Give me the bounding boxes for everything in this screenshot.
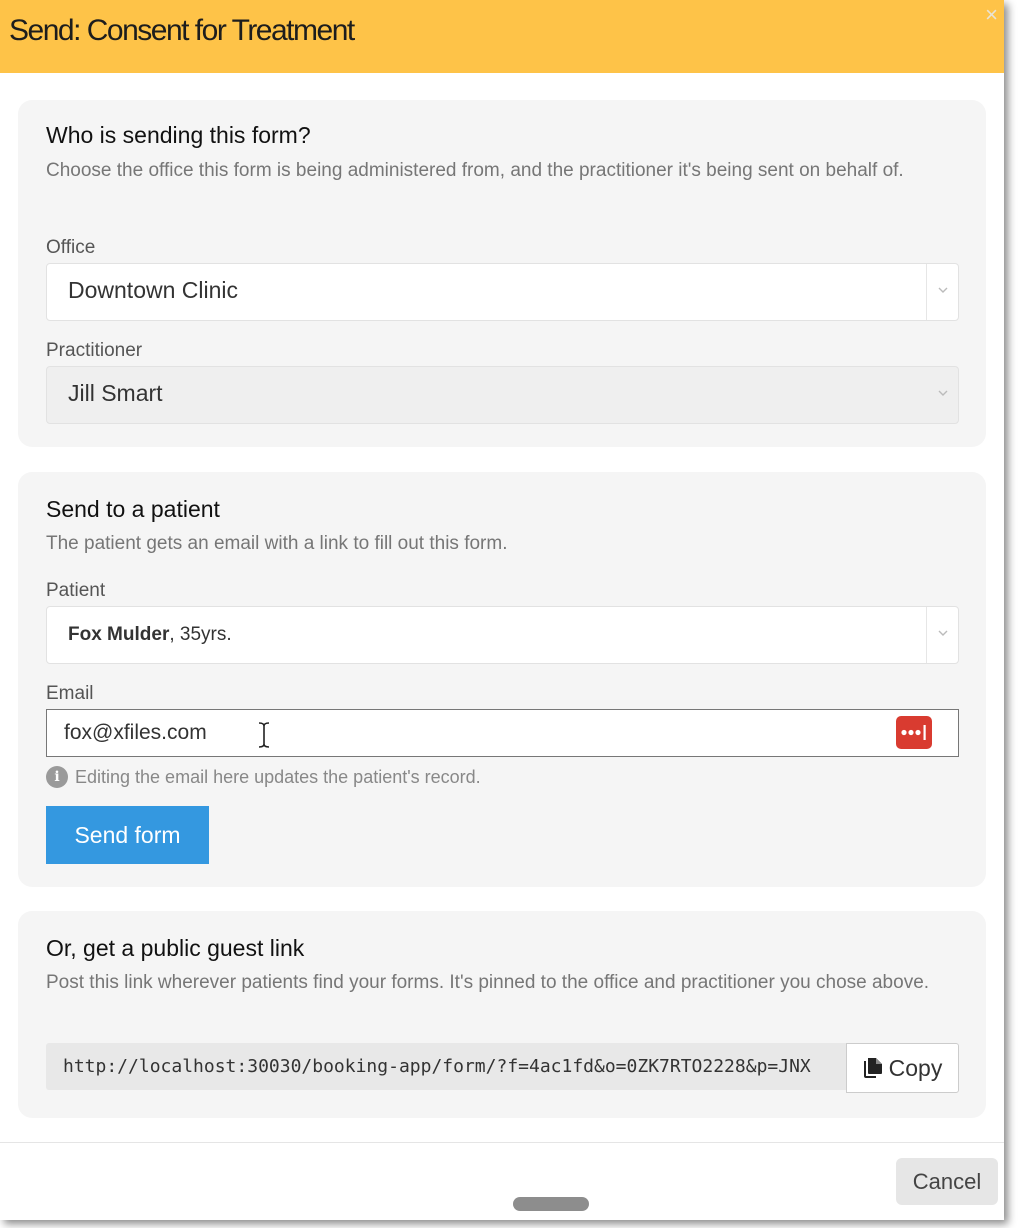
practitioner-label: Practitioner (46, 340, 143, 361)
email-hint-text: Editing the email here updates the patient's record. (75, 766, 481, 787)
email-field[interactable] (46, 709, 959, 757)
select-separator (926, 607, 927, 663)
patient-select-value (68, 624, 232, 646)
patient-name: Fox Mulder (68, 624, 170, 645)
info-icon: i (46, 766, 68, 788)
scroll-handle[interactable] (513, 1197, 589, 1211)
practitioner-select[interactable] (46, 366, 959, 424)
sender-section-description: Choose the office this form is being administered from, and the practitioner it's being sent on behalf of. (46, 160, 904, 181)
patient-select[interactable] (46, 606, 959, 664)
sender-section-title: Who is sending this form? (46, 122, 311, 148)
modal-header (0, 0, 1004, 73)
office-select[interactable] (46, 263, 959, 321)
email-label: Email (46, 683, 94, 704)
send-form-button[interactable]: Send form (46, 806, 209, 864)
practitioner-select-value: Jill Smart (68, 380, 163, 406)
email-hint (46, 766, 481, 788)
copy-link-button[interactable] (846, 1043, 959, 1093)
patient-section-description: The patient gets an email with a link to fill out this form. (46, 533, 508, 554)
guest-link-field[interactable]: http://localhost:30030/booking-app/form/?f=4ac1fd&o=0ZK7RTO2228&p=JNX (46, 1043, 847, 1090)
patient-label: Patient (46, 580, 106, 601)
patient-age: , 35yrs. (169, 624, 232, 645)
cancel-button[interactable]: Cancel (896, 1158, 998, 1205)
guest-link-section-title: Or, get a public guest link (46, 935, 305, 961)
close-icon[interactable]: × (985, 2, 998, 27)
copy-icon (863, 1057, 883, 1079)
copy-button-label: Copy (888, 1054, 943, 1081)
office-label: Office (46, 237, 96, 258)
patient-section (18, 472, 986, 887)
text-cursor-icon (257, 722, 271, 748)
guest-link-section-description: Post this link wherever patients find your forms. It's pinned to the office and practitioner you chose above. (46, 972, 930, 993)
footer-divider (0, 1142, 1004, 1143)
patient-section-title: Send to a patient (46, 496, 220, 522)
guest-link-section (18, 911, 986, 1118)
select-separator (926, 264, 927, 320)
chevron-down-icon (938, 388, 948, 398)
lastpass-icon[interactable] (896, 716, 932, 749)
chevron-down-icon (938, 285, 948, 295)
sender-section (18, 100, 986, 447)
modal-title: Send: Consent for Treatment (9, 14, 354, 47)
email-field-value: fox@xfiles.com (64, 721, 207, 744)
office-select-value: Downtown Clinic (68, 277, 239, 303)
chevron-down-icon (938, 628, 948, 638)
